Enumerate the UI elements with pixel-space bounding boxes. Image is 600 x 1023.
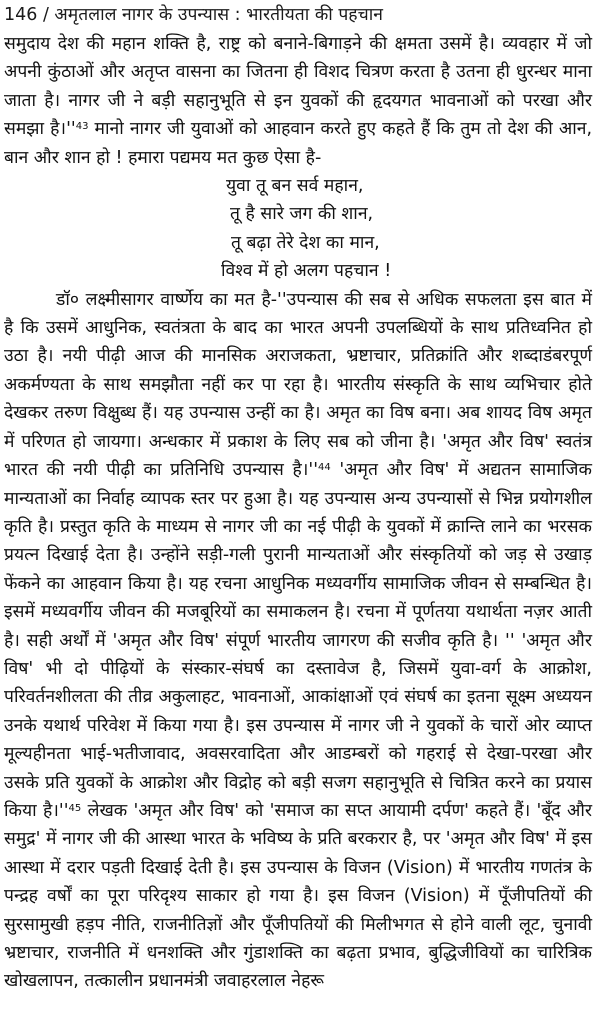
paragraph-text: डॉ० लक्ष्मीसागर वार्ष्णेय का मत है-''उपन्यास की सब से अधिक सफलता इस बात में है कि उसमें आधुनिक, स्वतंत्रता के बाद का भारत अपनी उपलब्धियों के साथ प्रतिध्वनित हो उठा है। नयी पीढ़ी आज की मानसिक अराजकता, भ्रष्टाचार, प्रतिक्रांति और शब्दाडंबरपूर्ण अकर्मण्यता के साथ समझौता नहीं कर पा रहा है। भारतीय संस्कृति के साथ व्यभिचार होते देखकर तरुण विक्षुब्ध हैं। यह उपन्यास उन्हीं का है। अमृत का विष बना। अब शायद विष अमृत में परिणत हो जायगा। अन्धकार में प्रकाश के लिए सब को जीना है। 'अमृत और विष' स्वतंत्र भारत की नयी पीढ़ी का प्रतिनिधि उपन्यास है।'' (4, 289, 592, 481)
paragraph-text: 'अमृत और विष' में अद्यतन सामाजिक मान्यताओं का निर्वाह व्यापक स्तर पर हुआ है। यह उपन्यास अन्य उपन्यासों से भिन्न प्रयोगशील कृति है। प्रस्तुत कृति के माध्यम से नागर जी का नई पीढ़ी के युवकों में क्रान्ति लाने का भरसक प्रयत्न दिखाई देता है। उन्होंने सड़ी-गली पुरानी मान्यताओं और संस्कृतियों को जड़ से उखाड़ फेंकने का आहवान किया है। यह रचना आधुनिक मध्यवर्गीय सामाजिक जीवन से सम्बन्धित है। इसमें मध्यवर्गीय जीवन की मजबूरियों का समाकलन है। रचना में पूर्णतया यथार्थता नज़र आती है। सही अर्थों में 'अमृत और विष' संपूर्ण भारतीय जागरण की सजीव कृति है। '' 'अमृत और विष' भी दो पीढ़ियों के संस्कार-संघर्ष का दस्तावेज है, जिसमें युवा-वर्ग के आक्रोश, परिवर्तनशीलता की तीव्र अकुलाहट, भावनाओं, आकांक्षाओं एवं संघर्ष का इतना सूक्ष्म अध्ययन उनके यथार्थ परिवेश में किया गया है। इस उपन्यास में नागर जी ने युवकों के चारों ओर व्याप्त मूल्यहीनता भाई-भतीजावाद, अवसरवादिता और आडम्बरों को गहराई से देखा-परखा और उसके प्रति युवकों के आक्रोश और विद्रोह को बड़ी सजग सहानुभूति से चित्रित करने का प्रयास किया है।'' (4, 460, 592, 821)
footnote-marker: 45 (68, 802, 82, 814)
paragraph-text: लेखक 'अमृत और विष' को 'समाज का सप्त आयामी दर्पण' कहते हैं। 'बूँद और समुद्र' में नागर जी की आस्था भारत के भविष्य के प्रति बरकरार है, पर 'अमृत और विष' में इस आस्था में दरार पड़ती दिखाई देती है। इस उपन्यास के विजन (Vision) में भारतीय गणतंत्र के पन्द्रह वर्षों का पूरा परिदृश्य साकार हो गया है। इस विजन (Vision) में पूँजीपतियों की सुरसामुखी हड़प नीति, राजनीतिज्ञों और पूँजीपतियों की मिलीभगत से होने वाली लूट, चुनावी भ्रष्टाचार, राजनीति में धनशक्ति और गुंडाशक्ति का बढ़ता प्रभाव, बुद्धिजीवियों का चारित्रिक खोखलापन, तत्कालीन प्रधानमंत्री जवाहरलाल नेहरू (4, 800, 593, 992)
paragraph-text: मानो नागर जी युवाओं को आहवान करते हुए कहते हैं कि तुम तो देश की आन, बान और शान हो ! हमारा पद्यमय मत कुछ ऐसा है- (4, 119, 593, 168)
verse-block (4, 172, 592, 286)
paragraph-continuation (4, 30, 592, 172)
footnote-marker: 44 (318, 462, 331, 474)
running-head: 146 / अमृतलाल नागर के उपन्यास : भारतीयता की पहचान (4, 5, 383, 25)
verse-line: तू बढ़ा तेरे देश का मान, (231, 232, 380, 253)
paragraph-main (4, 286, 592, 996)
verse-line: विश्व में हो अलग पहचान ! (221, 261, 392, 282)
verse-line: तू है सारे जग की शान, (230, 204, 374, 225)
footnote-marker: 43 (75, 121, 89, 133)
verse-line: युवा तू बन सर्व महान, (226, 176, 364, 197)
paragraph-text: समुदाय देश की महान शक्ति है, राष्ट्र को बनाने-बिगाड़ने की क्षमता उसमें है। व्यवहार में जो अपनी कुंठाओं और अतृप्त वासना का जितना ही विशद चित्रण करता है उतना ही धुरन्धर माना जाता है। नागर जी ने बड़ी सहानुभूति से इन युवकों की हृदयगत भावनाओं को परखा और समझा है।'' (4, 34, 592, 140)
